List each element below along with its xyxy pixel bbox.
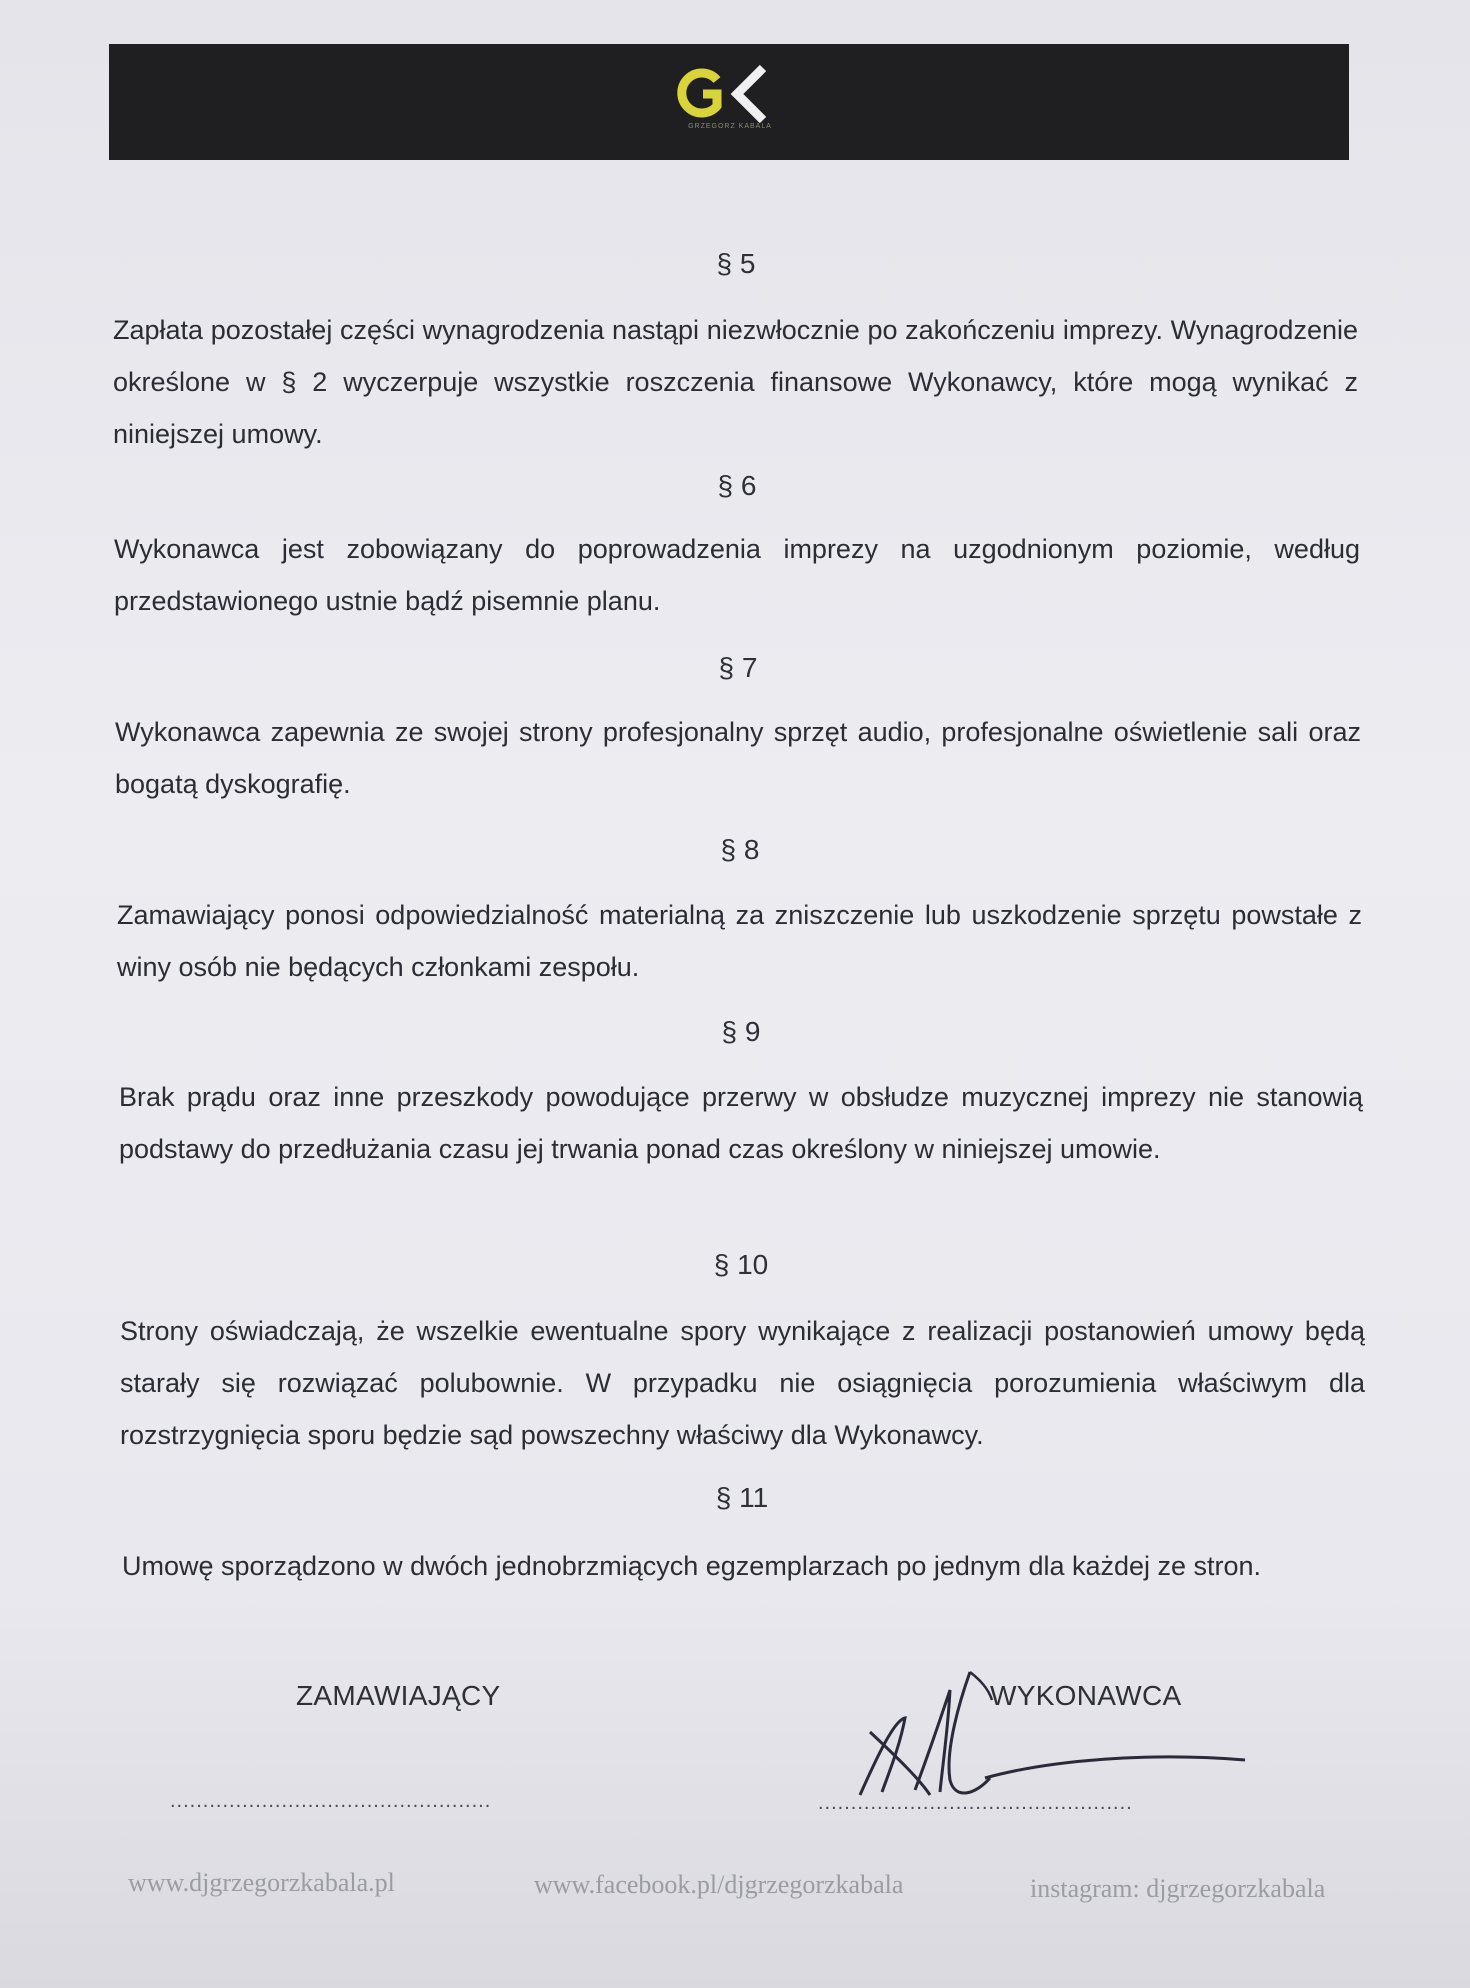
section-11-mark: § 11 (715, 1482, 769, 1513)
handwritten-signature-icon (820, 1660, 1260, 1820)
section-5-mark: § 5 (716, 248, 756, 279)
logo-text: GRZEGORZ KABALA (688, 123, 772, 130)
section-11-text: Umowę sporządzono w dwóch jednobrzmiących egzemplarzach po jednym dla każdej ze stron. (122, 1551, 1262, 1581)
section-6-text: Wykonawca jest zobowiązany do poprowadzenia imprezy na uzgodnionym poziomie, według przedstawionego ustnie bądź pisemnie planu. (114, 534, 1360, 616)
footer-facebook-link[interactable]: www.facebook.pl/djgrzegorzkabala (534, 1870, 904, 1899)
section-8-mark: § 8 (720, 834, 760, 865)
section-9-mark: § 9 (721, 1016, 761, 1047)
section-10-text: Strony oświadczają, że wszelkie ewentualne spory wynikające z realizacji postanowień umowy będą starały się rozwiązać polubownie. W przypadku nie osiągnięcia porozumienia właściwym dla rozstrzygnięcia sporu będzie sąd powszechny właściwy dla Wykonawcy. (120, 1316, 1365, 1450)
contractor-signature-label: WYKONAWCA (990, 1680, 1182, 1711)
client-signature-line: ................................................. (170, 1790, 492, 1812)
section-6-mark: § 6 (717, 470, 757, 501)
contractor-signature-line: ................................................ (818, 1792, 1133, 1814)
footer-instagram-link[interactable]: instagram: djgrzegorzkabala (1030, 1874, 1326, 1903)
section-7-mark: § 7 (718, 652, 758, 683)
section-7-text: Wykonawca zapewnia ze swojej strony profesjonalny sprzęt audio, profesjonalne oświetlenie sali oraz bogatą dyskografię. (115, 717, 1361, 799)
section-8-text: Zamawiający ponosi odpowiedzialność materialną za zniszczenie lub uszkodzenie sprzętu powstałe z winy osób nie będących członkami zespołu. (117, 900, 1362, 982)
section-9-text: Brak prądu oraz inne przeszkody powodujące przerwy w obsłudze muzycznej imprezy nie stanowią podstawy do przedłużania czasu jej trwania ponad czas określony w niniejszej umowie. (119, 1082, 1363, 1164)
section-10-mark: § 10 (713, 1249, 769, 1280)
client-signature-label: ZAMAWIAJĄCY (296, 1680, 501, 1711)
section-5-text: Zapłata pozostałej części wynagrodzenia nastąpi niezwłocznie po zakończeniu imprezy. Wynagrodzenie określone w § 2 wyczerpuje wszystkie roszczenia finansowe Wykonawcy, które mogą wynikać z niniejszej umowy. (113, 315, 1358, 449)
footer-website-link[interactable]: www.djgrzegorzkabala.pl (128, 1868, 395, 1897)
